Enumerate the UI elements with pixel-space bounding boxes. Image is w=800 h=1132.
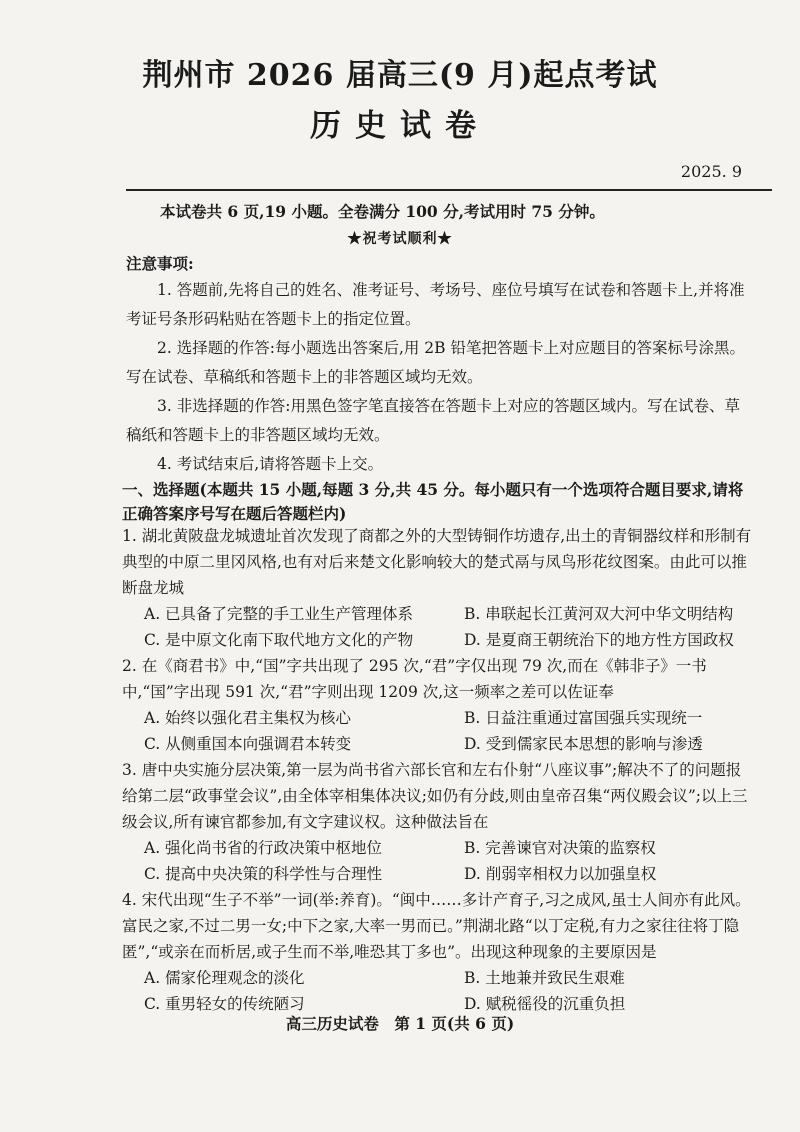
good-luck-banner: ★祝考试顺利★ — [347, 231, 453, 247]
question-list — [122, 523, 752, 1017]
question-stem: 4. 宋代出现“生子不举”一词(举:养育)。“闽中……多计产育子,习之成风,虽士人间亦有此风。富民之家,不过二男一女;中下之家,大率一男而已。”荆湖北路“以丁定税,有力之家往往将丁隐匿”,“或亲在而析居,或子生而不举,唯恐其丁多也”。出现这种现象的主要原因是 — [122, 891, 751, 961]
option-c: C. 从侧重国本向强调君本转变 — [144, 735, 352, 753]
option-grid — [122, 601, 752, 653]
note-item: 2. 选择题的作答:每小题选出答案后,用 2B 铅笔把答题卡上对应题目的答案标号涂黑。写在试卷、草稿纸和答题卡上的非答题区域均无效。 — [126, 339, 745, 386]
subject-title: 历史试卷 — [310, 108, 490, 144]
option-b: B. 串联起长江黄河双大河中华文明结构 — [464, 605, 734, 623]
option-a: A. 强化尚书省的行政决策中枢地位 — [144, 839, 383, 857]
notes-list — [126, 276, 746, 479]
option-a: A. 儒家伦理观念的淡化 — [144, 969, 305, 987]
option-a: A. 已具备了完整的手工业生产管理体系 — [144, 605, 414, 623]
header-divider — [126, 189, 772, 191]
option-grid — [122, 965, 752, 1017]
exam-title: 荆州市 2026 届高三(9 月)起点考试 — [142, 58, 658, 93]
option-b: B. 土地兼并致民生艰难 — [464, 969, 625, 987]
option-d: D. 削弱宰相权力以加强皇权 — [464, 865, 657, 883]
option-c: C. 提高中央决策的科学性与合理性 — [144, 865, 383, 883]
note-item: 4. 考试结束后,请将答题卡上交。 — [157, 455, 384, 473]
note-item: 1. 答题前,先将自己的姓名、准考证号、考场号、座位号填写在试卷和答题卡上,并将准考证号条形码粘贴在答题卡上的指定位置。 — [126, 281, 745, 328]
question-4 — [122, 887, 752, 1017]
section-heading: 一、选择题(本题共 15 小题,每题 3 分,共 45 分。每小题只有一个选项符合题目要求,请将正确答案序号写在题后答题栏内) — [122, 480, 744, 523]
page-footer: 高三历史试卷 第 1 页(共 6 页) — [285, 1014, 515, 1033]
question-stem: 3. 唐中央实施分层决策,第一层为尚书省六部长官和左右仆射“八座议事”;解决不了的问题报给第二层“政事堂会议”,由全体宰相集体决议;如仍有分歧,则由皇帝召集“两仪殿会议”;以上三级会议,所有谏官都参加,有文字建议权。这种做法旨在 — [122, 761, 748, 831]
option-b: B. 完善谏官对决策的监察权 — [464, 839, 656, 857]
option-c: C. 是中原文化南下取代地方文化的产物 — [144, 631, 414, 649]
question-2 — [122, 653, 752, 757]
note-item: 3. 非选择题的作答:用黑色签字笔直接答在答题卡上对应的答题区域内。写在试卷、草稿纸和答题卡上的非答题区域均无效。 — [126, 397, 740, 444]
notes-heading: 注意事项: — [126, 254, 194, 273]
question-stem: 2. 在《商君书》中,“国”字共出现了 295 次,“君”字仅出现 79 次,而在《韩非子》一书中,“国”字出现 591 次,“君”字则出现 1209 次,这一频率之差可以佐证奉 — [122, 657, 707, 701]
option-c: C. 重男轻女的传统陋习 — [144, 995, 305, 1013]
question-stem: 1. 湖北黄陂盘龙城遗址首次发现了商都之外的大型铸铜作坊遗存,出土的青铜器纹样和形制有典型的中原二里冈风格,也有对后来楚文化影响较大的楚式鬲与凤鸟形花纹图案。由此可以推断盘龙城 — [122, 527, 752, 597]
option-a: A. 始终以强化君主集权为核心 — [144, 709, 352, 727]
exam-date: 2025. 9 — [680, 162, 742, 181]
question-3 — [122, 757, 752, 887]
question-1 — [122, 523, 752, 653]
option-b: B. 日益注重通过富国强兵实现统一 — [464, 709, 703, 727]
option-d: D. 赋税徭役的沉重负担 — [464, 995, 626, 1013]
option-grid — [122, 835, 752, 887]
option-d: D. 受到儒家民本思想的影响与渗透 — [464, 735, 703, 753]
exam-summary: 本试卷共 6 页,19 小题。全卷满分 100 分,考试用时 75 分钟。 — [160, 202, 605, 221]
option-d: D. 是夏商王朝统治下的地方性方国政权 — [464, 631, 734, 649]
option-grid — [122, 705, 752, 757]
